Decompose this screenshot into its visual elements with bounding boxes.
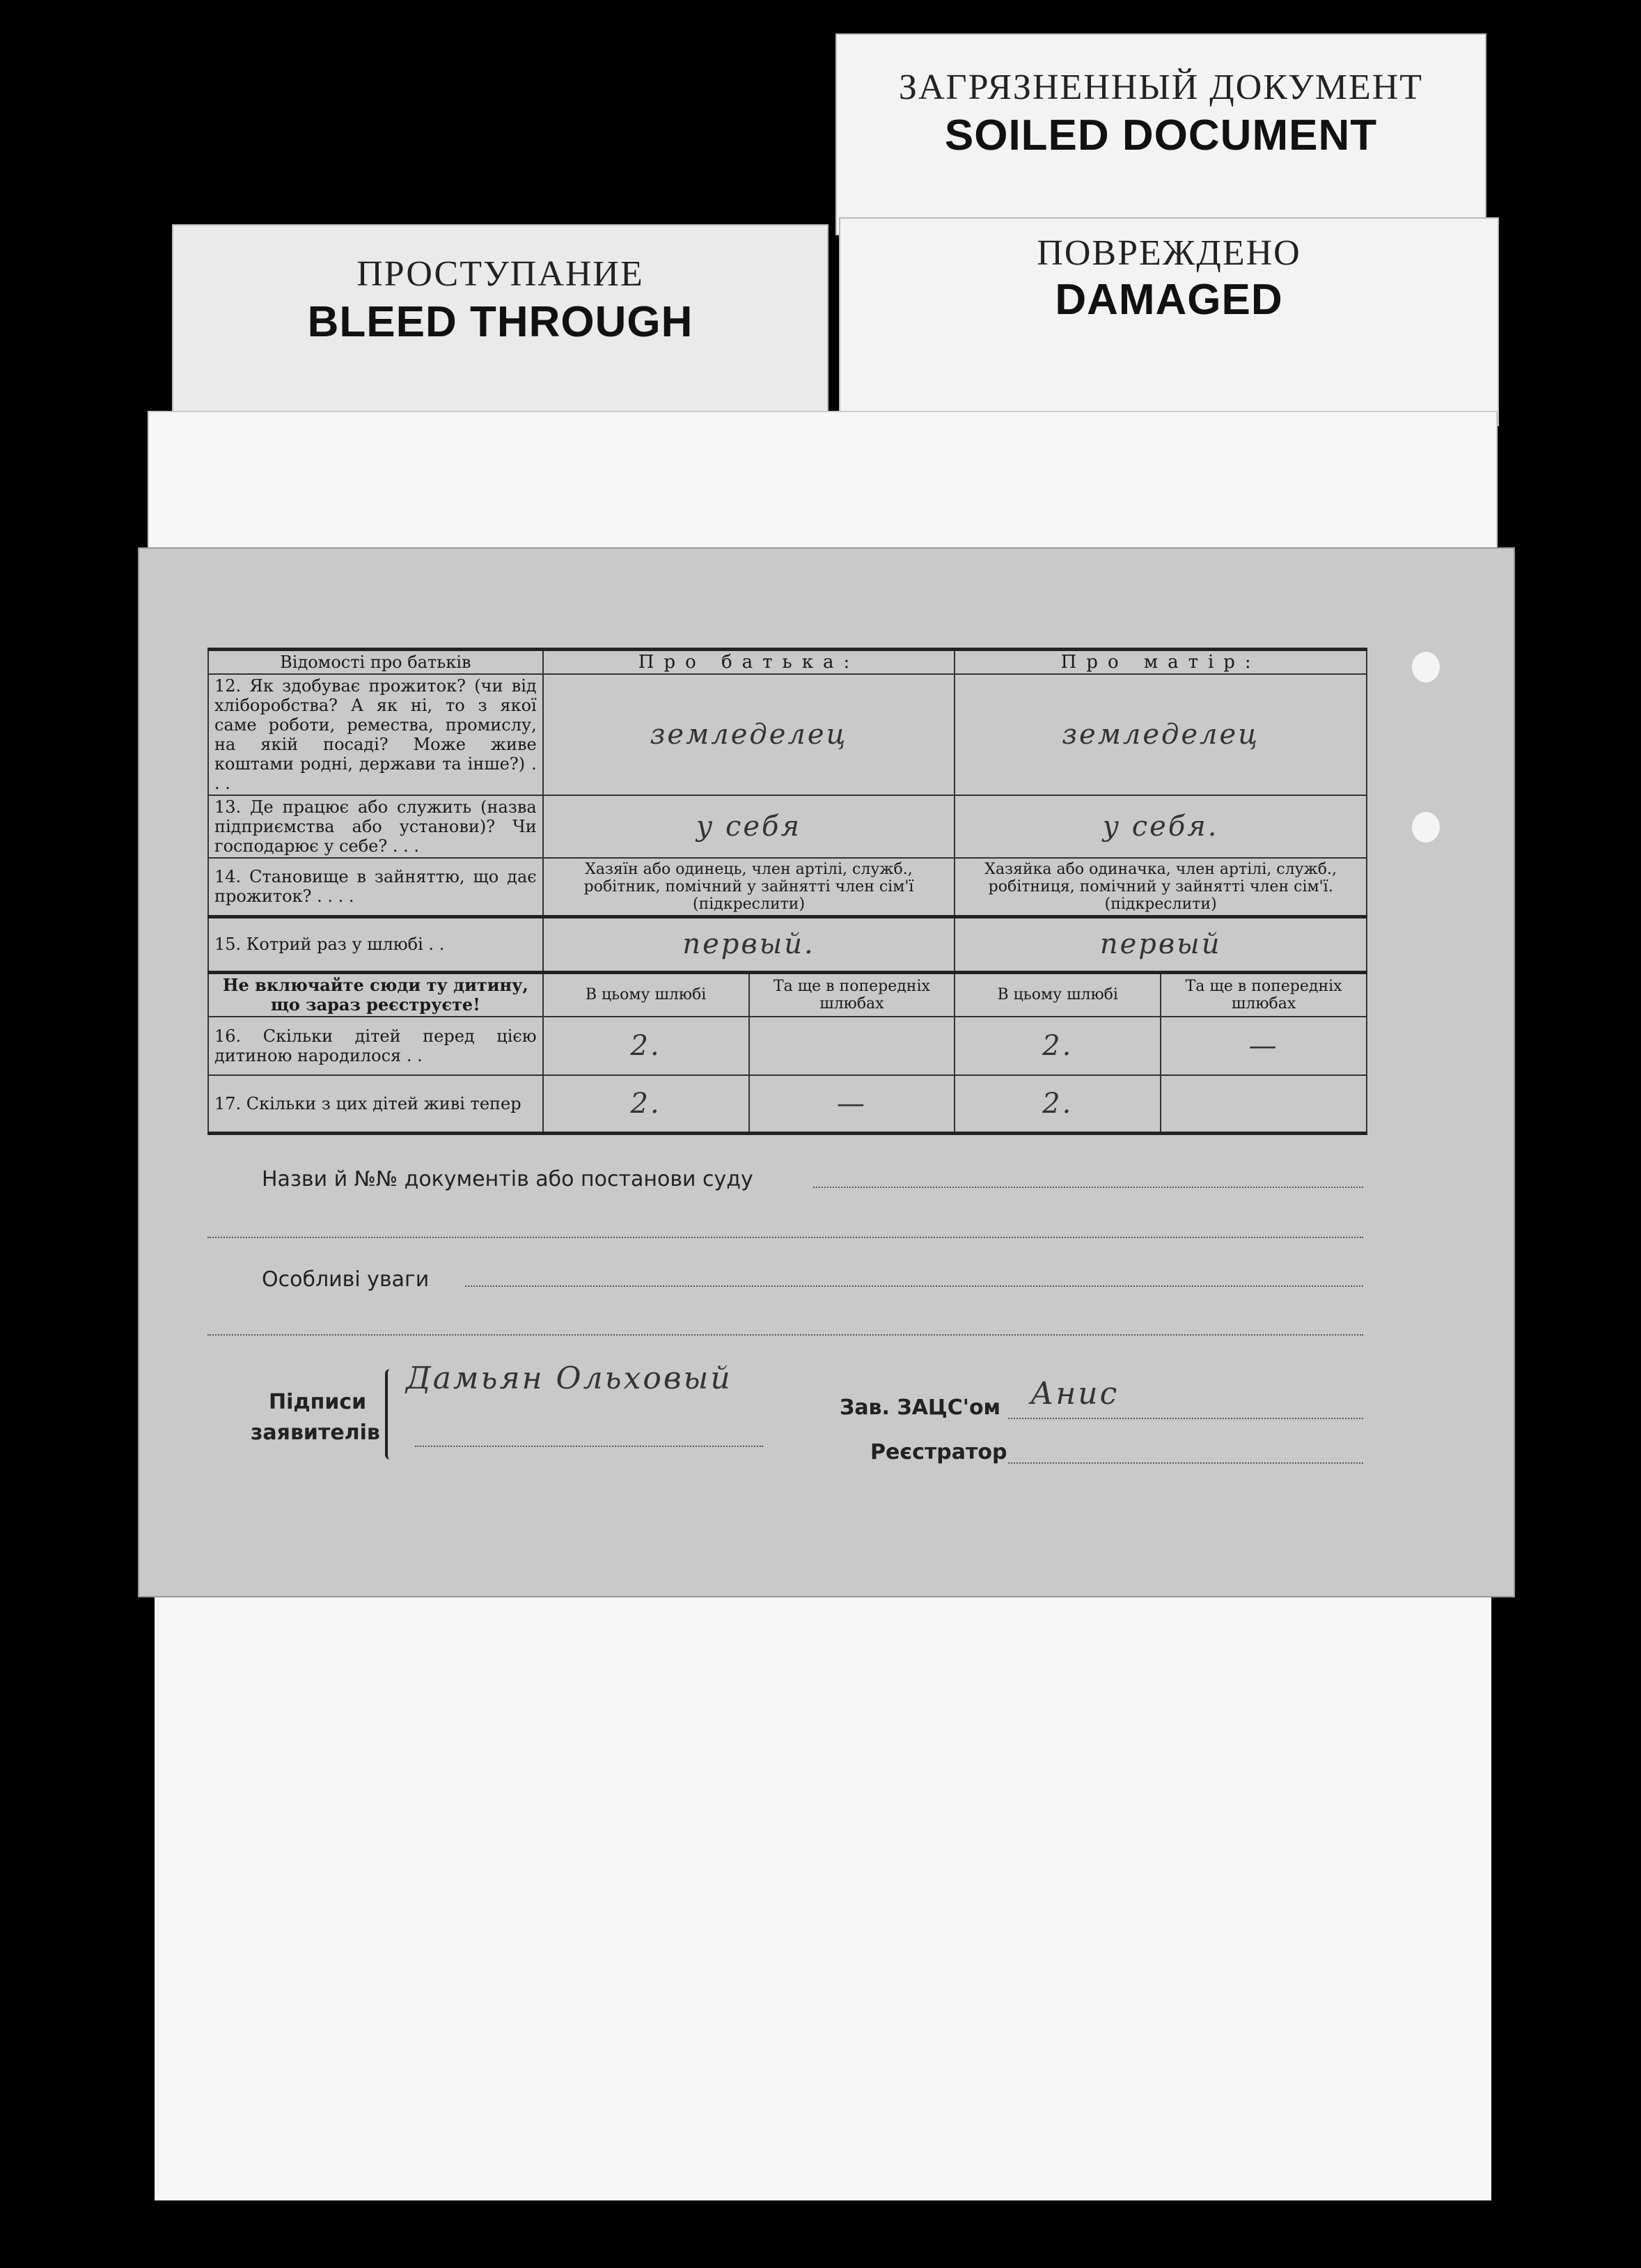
documents-line-2 <box>207 1237 1363 1238</box>
head-signature: Анис <box>1030 1376 1120 1411</box>
mother-marriage-count: первый <box>955 916 1367 972</box>
applicants-label: заявителів <box>251 1421 380 1445</box>
father-workplace: у себя <box>543 795 955 858</box>
q17-mother-current: 2. <box>955 1075 1161 1134</box>
head-line <box>1008 1418 1363 1419</box>
applicant-signature-line <box>415 1446 763 1447</box>
header-info: Відомості про батьків <box>208 650 543 675</box>
damaged-en-label: DAMAGED <box>1055 276 1283 324</box>
question-15: 15. Котрий раз у шлюбі . . <box>208 916 543 972</box>
documents-label: Назви й №№ документів або постанови суду <box>262 1167 753 1191</box>
q16-mother-previous: — <box>1161 1017 1367 1075</box>
signatures-label: Підписи <box>269 1390 367 1414</box>
notes-label: Особливі уваги <box>262 1267 430 1292</box>
bleed-en-label: BLEED THROUGH <box>307 298 693 346</box>
bleed-ru-label: ПРОСТУПАНИЕ <box>356 254 644 294</box>
punch-hole <box>1412 652 1440 682</box>
punch-hole <box>1412 812 1440 843</box>
applicant-signature: Дамьян Ольховый <box>406 1361 732 1396</box>
q17-mother-previous <box>1161 1075 1367 1134</box>
question-14: 14. Становище в зайняттю, що дає прожиток? . . . . <box>208 858 543 916</box>
backing-sheet <box>155 1532 1491 2200</box>
mother-occupation: земледелец <box>955 674 1367 795</box>
father-occupation: земледелец <box>543 674 955 795</box>
q16-mother-current: 2. <box>955 1017 1161 1075</box>
registration-form <box>138 547 1515 1597</box>
damaged-card <box>839 217 1499 426</box>
question-13: 13. Де працює або служить (назва підприємства або установи)? Чи господарює у себе? . . . <box>208 795 543 858</box>
head-label: Зав. ЗАЦС'ом <box>840 1395 1001 1420</box>
question-17: 17. Скільки з цих дітей живі тепер <box>208 1075 543 1134</box>
mother-workplace: у себя. <box>955 795 1367 858</box>
documents-line <box>813 1187 1363 1188</box>
soiled-document-card <box>835 33 1486 235</box>
q17-father-current: 2. <box>543 1075 749 1134</box>
question-12: 12. Як здобуває прожиток? (чи від хліборобства? А як ні, то з якої саме роботи, ремества, промислу, на якій посаді? Може живе коштами родні, держави та інше?) . . . <box>208 674 543 795</box>
q17-father-previous: — <box>749 1075 955 1134</box>
registrar-line <box>1008 1462 1363 1464</box>
mother-in-marriage-header: В цьому шлюбі <box>955 972 1161 1017</box>
soiled-ru-label: ЗАГРЯЗНЕННЫЙ ДОКУМЕНТ <box>898 68 1424 107</box>
header-father: Про батька: <box>543 650 955 675</box>
mother-previous-header: Та ще в попередніх шлюбах <box>1161 972 1367 1017</box>
bleed-through-card <box>172 224 829 433</box>
father-in-marriage-header: В цьому шлюбі <box>543 972 749 1017</box>
header-mother: Про матір: <box>955 650 1367 675</box>
question-16: 16. Скільки дітей перед цією дитиною народилося . . <box>208 1017 543 1075</box>
signature-brace <box>385 1369 395 1460</box>
damaged-ru-label: ПОВРЕЖДЕНО <box>1037 233 1301 273</box>
father-marriage-count: первый. <box>543 916 955 972</box>
children-note: Не включайте сюди ту дитину, що зараз реєструєте! <box>208 972 543 1017</box>
q16-father-previous <box>749 1017 955 1075</box>
notes-line-2 <box>207 1334 1363 1336</box>
father-previous-header: Та ще в попередніх шлюбах <box>749 972 955 1017</box>
registrar-label: Реєстратор <box>870 1440 1007 1464</box>
parents-table <box>207 648 1367 1135</box>
notes-line <box>465 1285 1363 1287</box>
soiled-en-label: SOILED DOCUMENT <box>944 111 1378 159</box>
q16-father-current: 2. <box>543 1017 749 1075</box>
mother-position: Хазяйка або одиначка, член артілі, служб., робітниця, помічний у зайнятті член сім'ї. (підкреслити) <box>955 858 1367 916</box>
father-position: Хазяїн або одинець, член артілі, служб., робітник, помічний у зайнятті член сім'ї (підкреслити) <box>543 858 955 916</box>
